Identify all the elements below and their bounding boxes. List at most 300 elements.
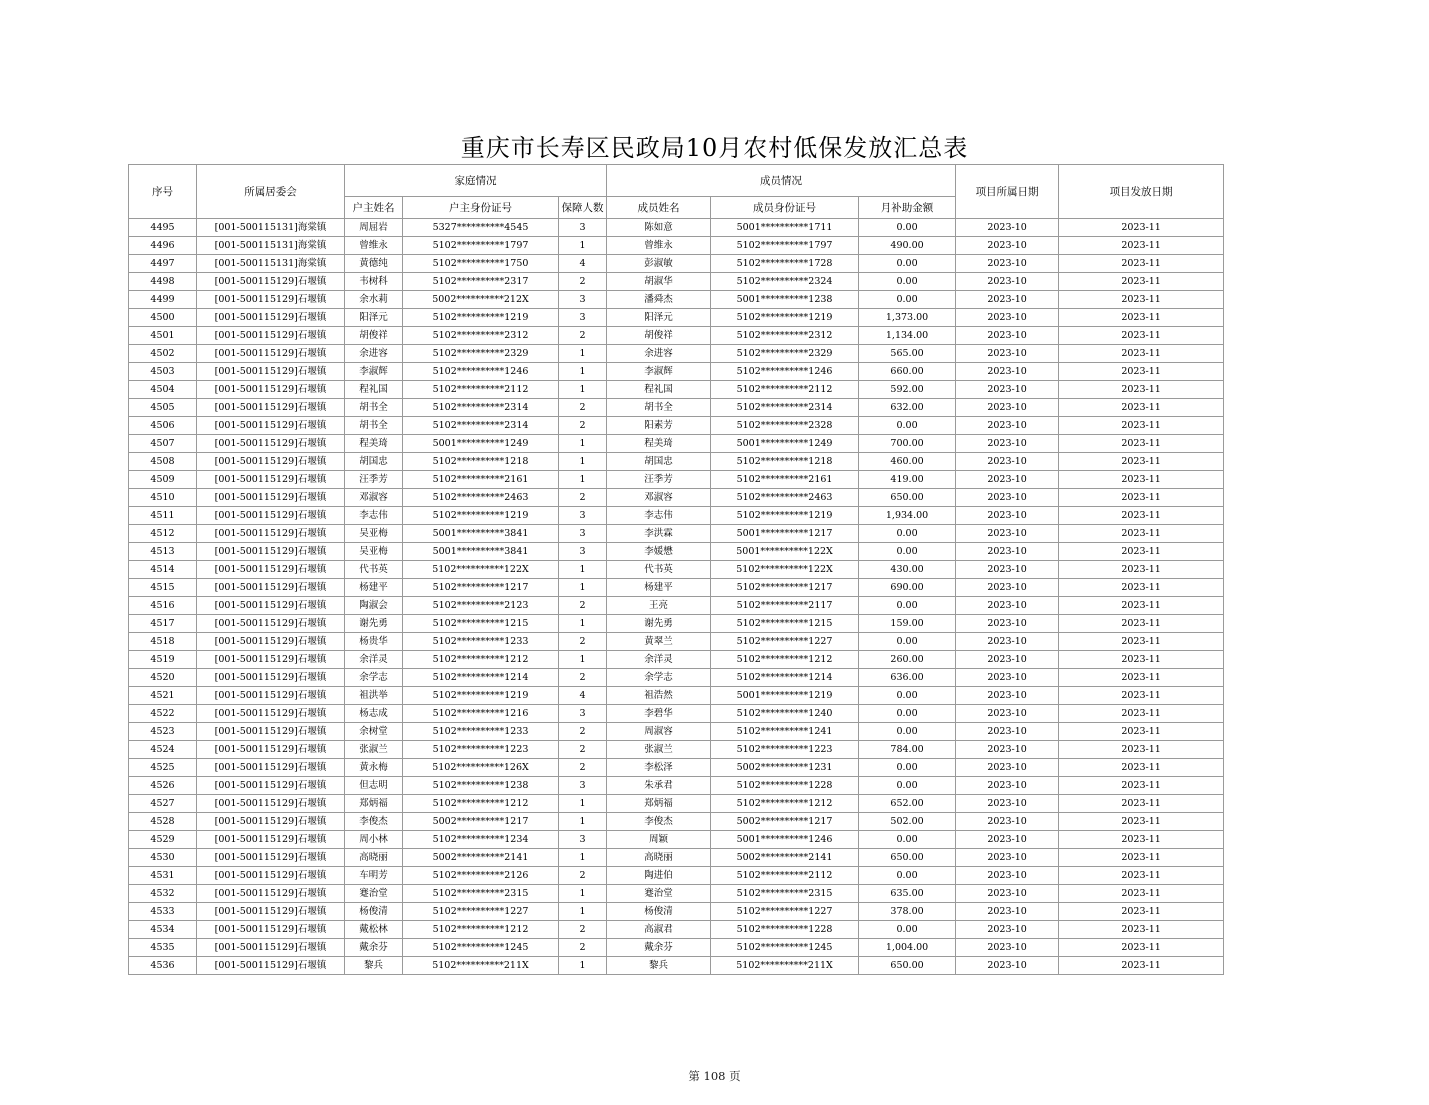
cell-issue-month: 2023-11 [1059, 417, 1224, 435]
cell-project-month: 2023-10 [956, 345, 1059, 363]
cell-insured-count: 2 [559, 921, 607, 939]
cell-member-name: 黎兵 [607, 957, 711, 975]
cell-project-month: 2023-10 [956, 237, 1059, 255]
cell-member-name: 阳泽元 [607, 309, 711, 327]
cell-project-month: 2023-10 [956, 921, 1059, 939]
table-row [129, 489, 1224, 507]
table-row [129, 255, 1224, 273]
cell-subsidy-amount: 0.00 [859, 723, 956, 741]
cell-head-name: 胡书全 [345, 417, 403, 435]
cell-member-name: 胡淑华 [607, 273, 711, 291]
cell-committee: [001-500115129]石堰镇 [197, 543, 345, 561]
cell-head-id: 5102**********1750 [403, 255, 559, 273]
cell-committee: [001-500115129]石堰镇 [197, 633, 345, 651]
cell-insured-count: 3 [559, 507, 607, 525]
cell-project-month: 2023-10 [956, 381, 1059, 399]
cell-seq: 4529 [129, 831, 197, 849]
table-row [129, 399, 1224, 417]
cell-head-name: 李淑辉 [345, 363, 403, 381]
cell-head-name: 张淑兰 [345, 741, 403, 759]
cell-head-name: 余学志 [345, 669, 403, 687]
cell-head-id: 5102**********2112 [403, 381, 559, 399]
cell-issue-month: 2023-11 [1059, 327, 1224, 345]
cell-project-month: 2023-10 [956, 813, 1059, 831]
cell-committee: [001-500115129]石堰镇 [197, 615, 345, 633]
cell-seq: 4531 [129, 867, 197, 885]
cell-issue-month: 2023-11 [1059, 363, 1224, 381]
page-title: 重庆市长寿区民政局10月农村低保发放汇总表 [460, 134, 969, 162]
cell-head-name: 程礼国 [345, 381, 403, 399]
cell-insured-count: 2 [559, 489, 607, 507]
cell-issue-month: 2023-11 [1059, 705, 1224, 723]
cell-committee: [001-500115129]石堰镇 [197, 849, 345, 867]
cell-member-id: 5001**********1219 [711, 687, 859, 705]
cell-insured-count: 2 [559, 633, 607, 651]
cell-head-name: 余树堂 [345, 723, 403, 741]
cell-member-name: 蹇治堂 [607, 885, 711, 903]
cell-head-id: 5102**********1218 [403, 453, 559, 471]
cell-project-month: 2023-10 [956, 309, 1059, 327]
cell-member-id: 5102**********2314 [711, 399, 859, 417]
cell-head-name: 戴余芬 [345, 939, 403, 957]
table-row [129, 921, 1224, 939]
cell-issue-month: 2023-11 [1059, 849, 1224, 867]
table-row [129, 759, 1224, 777]
table-row [129, 777, 1224, 795]
cell-project-month: 2023-10 [956, 489, 1059, 507]
cell-project-month: 2023-10 [956, 939, 1059, 957]
table-row [129, 723, 1224, 741]
cell-subsidy-amount: 0.00 [859, 597, 956, 615]
cell-project-month: 2023-10 [956, 957, 1059, 975]
cell-member-name: 程美琦 [607, 435, 711, 453]
table-row [129, 939, 1224, 957]
cell-project-month: 2023-10 [956, 471, 1059, 489]
cell-head-name: 李志伟 [345, 507, 403, 525]
cell-project-month: 2023-10 [956, 795, 1059, 813]
cell-seq: 4530 [129, 849, 197, 867]
cell-committee: [001-500115129]石堰镇 [197, 759, 345, 777]
cell-committee: [001-500115129]石堰镇 [197, 435, 345, 453]
cell-head-id: 5327**********4545 [403, 219, 559, 237]
cell-member-name: 王亮 [607, 597, 711, 615]
cell-head-id: 5002**********1217 [403, 813, 559, 831]
cell-committee: [001-500115129]石堰镇 [197, 597, 345, 615]
cell-insured-count: 3 [559, 831, 607, 849]
cell-head-id: 5102**********1238 [403, 777, 559, 795]
cell-head-name: 余洋灵 [345, 651, 403, 669]
cell-committee: [001-500115129]石堰镇 [197, 507, 345, 525]
col-header-insured-count: 保障人数 [559, 197, 607, 219]
table-row [129, 885, 1224, 903]
cell-seq: 4496 [129, 237, 197, 255]
cell-head-name: 郑炳福 [345, 795, 403, 813]
table-row [129, 525, 1224, 543]
cell-subsidy-amount: 0.00 [859, 219, 956, 237]
col-header-seq: 序号 [129, 165, 197, 219]
col-header-issue-month: 项目发放日期 [1059, 165, 1224, 219]
cell-head-id: 5102**********1214 [403, 669, 559, 687]
col-header-family-group: 家庭情况 [345, 165, 607, 197]
cell-member-id: 5102**********1215 [711, 615, 859, 633]
cell-member-id: 5102**********1245 [711, 939, 859, 957]
cell-committee: [001-500115129]石堰镇 [197, 669, 345, 687]
table-row [129, 705, 1224, 723]
cell-head-id: 5102**********1212 [403, 795, 559, 813]
cell-subsidy-amount: 1,934.00 [859, 507, 956, 525]
cell-committee: [001-500115129]石堰镇 [197, 471, 345, 489]
cell-project-month: 2023-10 [956, 633, 1059, 651]
cell-committee: [001-500115131]海棠镇 [197, 219, 345, 237]
cell-member-name: 杨俊清 [607, 903, 711, 921]
cell-project-month: 2023-10 [956, 543, 1059, 561]
cell-subsidy-amount: 0.00 [859, 867, 956, 885]
cell-project-month: 2023-10 [956, 435, 1059, 453]
cell-issue-month: 2023-11 [1059, 633, 1224, 651]
cell-member-id: 5102**********1728 [711, 255, 859, 273]
cell-issue-month: 2023-11 [1059, 651, 1224, 669]
cell-seq: 4503 [129, 363, 197, 381]
cell-issue-month: 2023-11 [1059, 867, 1224, 885]
cell-insured-count: 4 [559, 255, 607, 273]
cell-head-id: 5102**********2314 [403, 399, 559, 417]
cell-seq: 4523 [129, 723, 197, 741]
cell-member-id: 5102**********1219 [711, 507, 859, 525]
cell-seq: 4517 [129, 615, 197, 633]
cell-subsidy-amount: 635.00 [859, 885, 956, 903]
table-row [129, 291, 1224, 309]
cell-head-id: 5102**********211X [403, 957, 559, 975]
cell-head-name: 杨贵华 [345, 633, 403, 651]
cell-project-month: 2023-10 [956, 759, 1059, 777]
subsidy-summary-table [128, 164, 1224, 975]
table-row [129, 435, 1224, 453]
col-header-subsidy: 月补助金额 [859, 197, 956, 219]
cell-seq: 4532 [129, 885, 197, 903]
table-row [129, 633, 1224, 651]
cell-seq: 4506 [129, 417, 197, 435]
cell-head-name: 邓淑容 [345, 489, 403, 507]
cell-head-id: 5102**********1212 [403, 921, 559, 939]
cell-member-id: 5102**********1212 [711, 795, 859, 813]
cell-project-month: 2023-10 [956, 417, 1059, 435]
table-row [129, 507, 1224, 525]
cell-seq: 4536 [129, 957, 197, 975]
cell-subsidy-amount: 490.00 [859, 237, 956, 255]
table-row [129, 849, 1224, 867]
cell-head-name: 陶淑会 [345, 597, 403, 615]
cell-committee: [001-500115129]石堰镇 [197, 885, 345, 903]
cell-seq: 4524 [129, 741, 197, 759]
cell-seq: 4495 [129, 219, 197, 237]
cell-issue-month: 2023-11 [1059, 219, 1224, 237]
cell-insured-count: 1 [559, 381, 607, 399]
table-row [129, 417, 1224, 435]
cell-member-id: 5102**********1246 [711, 363, 859, 381]
cell-project-month: 2023-10 [956, 399, 1059, 417]
cell-member-id: 5102**********1217 [711, 579, 859, 597]
cell-head-id: 5102**********1797 [403, 237, 559, 255]
cell-seq: 4534 [129, 921, 197, 939]
cell-project-month: 2023-10 [956, 705, 1059, 723]
cell-member-name: 汪季芳 [607, 471, 711, 489]
cell-head-name: 阳泽元 [345, 309, 403, 327]
cell-project-month: 2023-10 [956, 453, 1059, 471]
cell-insured-count: 1 [559, 435, 607, 453]
cell-member-name: 邓淑容 [607, 489, 711, 507]
cell-seq: 4510 [129, 489, 197, 507]
col-header-project-month: 项目所属日期 [956, 165, 1059, 219]
cell-committee: [001-500115129]石堰镇 [197, 705, 345, 723]
cell-project-month: 2023-10 [956, 363, 1059, 381]
cell-insured-count: 3 [559, 543, 607, 561]
cell-seq: 4525 [129, 759, 197, 777]
cell-issue-month: 2023-11 [1059, 381, 1224, 399]
cell-head-id: 5002**********2141 [403, 849, 559, 867]
cell-issue-month: 2023-11 [1059, 237, 1224, 255]
cell-subsidy-amount: 636.00 [859, 669, 956, 687]
cell-member-id: 5102**********1214 [711, 669, 859, 687]
cell-member-id: 5102**********2463 [711, 489, 859, 507]
table-row [129, 615, 1224, 633]
cell-insured-count: 1 [559, 453, 607, 471]
cell-head-name: 黎兵 [345, 957, 403, 975]
cell-project-month: 2023-10 [956, 831, 1059, 849]
cell-issue-month: 2023-11 [1059, 939, 1224, 957]
cell-member-id: 5102**********2315 [711, 885, 859, 903]
cell-subsidy-amount: 690.00 [859, 579, 956, 597]
cell-head-name: 余进容 [345, 345, 403, 363]
cell-project-month: 2023-10 [956, 255, 1059, 273]
cell-head-name: 代书英 [345, 561, 403, 579]
cell-issue-month: 2023-11 [1059, 921, 1224, 939]
cell-head-id: 5001**********1249 [403, 435, 559, 453]
table-row [129, 561, 1224, 579]
cell-seq: 4499 [129, 291, 197, 309]
cell-committee: [001-500115129]石堰镇 [197, 831, 345, 849]
cell-seq: 4497 [129, 255, 197, 273]
cell-member-name: 李洪霖 [607, 525, 711, 543]
cell-member-id: 5001**********1711 [711, 219, 859, 237]
cell-head-id: 5102**********1234 [403, 831, 559, 849]
cell-issue-month: 2023-11 [1059, 345, 1224, 363]
cell-head-name: 周小林 [345, 831, 403, 849]
cell-committee: [001-500115129]石堰镇 [197, 741, 345, 759]
cell-head-name: 杨志成 [345, 705, 403, 723]
cell-committee: [001-500115129]石堰镇 [197, 417, 345, 435]
cell-head-name: 胡俊祥 [345, 327, 403, 345]
cell-head-name: 高晓丽 [345, 849, 403, 867]
table-row [129, 543, 1224, 561]
cell-insured-count: 1 [559, 849, 607, 867]
cell-committee: [001-500115129]石堰镇 [197, 291, 345, 309]
cell-subsidy-amount: 460.00 [859, 453, 956, 471]
cell-subsidy-amount: 700.00 [859, 435, 956, 453]
cell-member-id: 5001**********1249 [711, 435, 859, 453]
table-row [129, 651, 1224, 669]
cell-issue-month: 2023-11 [1059, 795, 1224, 813]
cell-member-name: 胡书全 [607, 399, 711, 417]
cell-project-month: 2023-10 [956, 741, 1059, 759]
cell-head-id: 5102**********2161 [403, 471, 559, 489]
cell-head-id: 5002**********212X [403, 291, 559, 309]
cell-subsidy-amount: 660.00 [859, 363, 956, 381]
cell-head-name: 程美琦 [345, 435, 403, 453]
cell-head-name: 祖洪举 [345, 687, 403, 705]
table-row [129, 237, 1224, 255]
cell-member-name: 李俊杰 [607, 813, 711, 831]
table-row [129, 309, 1224, 327]
cell-head-id: 5001**********3841 [403, 543, 559, 561]
cell-member-name: 高晓丽 [607, 849, 711, 867]
cell-seq: 4504 [129, 381, 197, 399]
cell-head-id: 5102**********1216 [403, 705, 559, 723]
cell-issue-month: 2023-11 [1059, 507, 1224, 525]
col-header-member-name: 成员姓名 [607, 197, 711, 219]
cell-issue-month: 2023-11 [1059, 255, 1224, 273]
cell-head-id: 5102**********122X [403, 561, 559, 579]
cell-insured-count: 2 [559, 741, 607, 759]
cell-member-id: 5102**********1797 [711, 237, 859, 255]
cell-member-id: 5102**********1240 [711, 705, 859, 723]
cell-member-name: 余学志 [607, 669, 711, 687]
cell-project-month: 2023-10 [956, 885, 1059, 903]
cell-member-name: 胡俊祥 [607, 327, 711, 345]
cell-seq: 4520 [129, 669, 197, 687]
cell-head-name: 黄德纯 [345, 255, 403, 273]
cell-member-id: 5102**********1218 [711, 453, 859, 471]
table-body [129, 219, 1224, 975]
cell-head-id: 5102**********2312 [403, 327, 559, 345]
cell-seq: 4526 [129, 777, 197, 795]
cell-project-month: 2023-10 [956, 579, 1059, 597]
cell-insured-count: 1 [559, 615, 607, 633]
cell-committee: [001-500115131]海棠镇 [197, 255, 345, 273]
cell-head-id: 5001**********3841 [403, 525, 559, 543]
table-row [129, 579, 1224, 597]
cell-committee: [001-500115129]石堰镇 [197, 957, 345, 975]
cell-issue-month: 2023-11 [1059, 525, 1224, 543]
cell-member-id: 5001**********1238 [711, 291, 859, 309]
cell-head-id: 5102**********1246 [403, 363, 559, 381]
cell-member-name: 陈如意 [607, 219, 711, 237]
cell-issue-month: 2023-11 [1059, 561, 1224, 579]
cell-head-name: 但志明 [345, 777, 403, 795]
cell-project-month: 2023-10 [956, 507, 1059, 525]
cell-committee: [001-500115129]石堰镇 [197, 561, 345, 579]
cell-issue-month: 2023-11 [1059, 273, 1224, 291]
cell-subsidy-amount: 0.00 [859, 777, 956, 795]
cell-head-name: 车明芳 [345, 867, 403, 885]
cell-committee: [001-500115129]石堰镇 [197, 921, 345, 939]
cell-head-id: 5102**********2317 [403, 273, 559, 291]
cell-insured-count: 3 [559, 219, 607, 237]
cell-seq: 4500 [129, 309, 197, 327]
cell-subsidy-amount: 0.00 [859, 633, 956, 651]
table-row [129, 597, 1224, 615]
cell-member-name: 高淑君 [607, 921, 711, 939]
cell-member-id: 5102**********122X [711, 561, 859, 579]
cell-head-id: 5102**********2315 [403, 885, 559, 903]
cell-subsidy-amount: 378.00 [859, 903, 956, 921]
cell-member-name: 李淑辉 [607, 363, 711, 381]
cell-member-id: 5002**********1231 [711, 759, 859, 777]
col-header-committee: 所属居委会 [197, 165, 345, 219]
cell-subsidy-amount: 565.00 [859, 345, 956, 363]
cell-committee: [001-500115129]石堰镇 [197, 939, 345, 957]
cell-subsidy-amount: 650.00 [859, 489, 956, 507]
cell-committee: [001-500115129]石堰镇 [197, 723, 345, 741]
cell-insured-count: 1 [559, 579, 607, 597]
cell-member-id: 5102**********2112 [711, 381, 859, 399]
col-header-member-group: 成员情况 [607, 165, 956, 197]
cell-seq: 4508 [129, 453, 197, 471]
cell-seq: 4514 [129, 561, 197, 579]
cell-head-id: 5102**********126X [403, 759, 559, 777]
cell-head-name: 戴松林 [345, 921, 403, 939]
cell-committee: [001-500115129]石堰镇 [197, 309, 345, 327]
cell-subsidy-amount: 0.00 [859, 543, 956, 561]
cell-committee: [001-500115131]海棠镇 [197, 237, 345, 255]
cell-member-name: 潘舜杰 [607, 291, 711, 309]
cell-project-month: 2023-10 [956, 291, 1059, 309]
cell-committee: [001-500115129]石堰镇 [197, 363, 345, 381]
cell-insured-count: 1 [559, 903, 607, 921]
cell-seq: 4515 [129, 579, 197, 597]
cell-member-name: 陶进伯 [607, 867, 711, 885]
cell-member-id: 5102**********1227 [711, 633, 859, 651]
cell-head-id: 5102**********1219 [403, 309, 559, 327]
cell-issue-month: 2023-11 [1059, 615, 1224, 633]
cell-insured-count: 1 [559, 237, 607, 255]
cell-project-month: 2023-10 [956, 903, 1059, 921]
cell-member-id: 5102**********2329 [711, 345, 859, 363]
cell-committee: [001-500115129]石堰镇 [197, 345, 345, 363]
cell-insured-count: 2 [559, 273, 607, 291]
cell-seq: 4498 [129, 273, 197, 291]
cell-head-name: 韦树科 [345, 273, 403, 291]
cell-issue-month: 2023-11 [1059, 399, 1224, 417]
cell-seq: 4502 [129, 345, 197, 363]
cell-issue-month: 2023-11 [1059, 471, 1224, 489]
cell-issue-month: 2023-11 [1059, 813, 1224, 831]
cell-head-name: 吴亚梅 [345, 525, 403, 543]
cell-seq: 4528 [129, 813, 197, 831]
cell-issue-month: 2023-11 [1059, 759, 1224, 777]
cell-issue-month: 2023-11 [1059, 597, 1224, 615]
cell-head-id: 5102**********1233 [403, 723, 559, 741]
cell-insured-count: 3 [559, 777, 607, 795]
cell-committee: [001-500115129]石堰镇 [197, 777, 345, 795]
cell-head-id: 5102**********1215 [403, 615, 559, 633]
cell-head-id: 5102**********2329 [403, 345, 559, 363]
cell-head-name: 胡书全 [345, 399, 403, 417]
table-row [129, 669, 1224, 687]
cell-member-name: 胡国忠 [607, 453, 711, 471]
cell-subsidy-amount: 419.00 [859, 471, 956, 489]
cell-seq: 4507 [129, 435, 197, 453]
table-row [129, 957, 1224, 975]
cell-committee: [001-500115129]石堰镇 [197, 453, 345, 471]
cell-project-month: 2023-10 [956, 849, 1059, 867]
cell-member-name: 李媛懋 [607, 543, 711, 561]
cell-head-id: 5102**********2123 [403, 597, 559, 615]
cell-member-name: 祖浩然 [607, 687, 711, 705]
cell-insured-count: 1 [559, 651, 607, 669]
table-row [129, 867, 1224, 885]
cell-committee: [001-500115129]石堰镇 [197, 489, 345, 507]
cell-head-name: 汪季芳 [345, 471, 403, 489]
